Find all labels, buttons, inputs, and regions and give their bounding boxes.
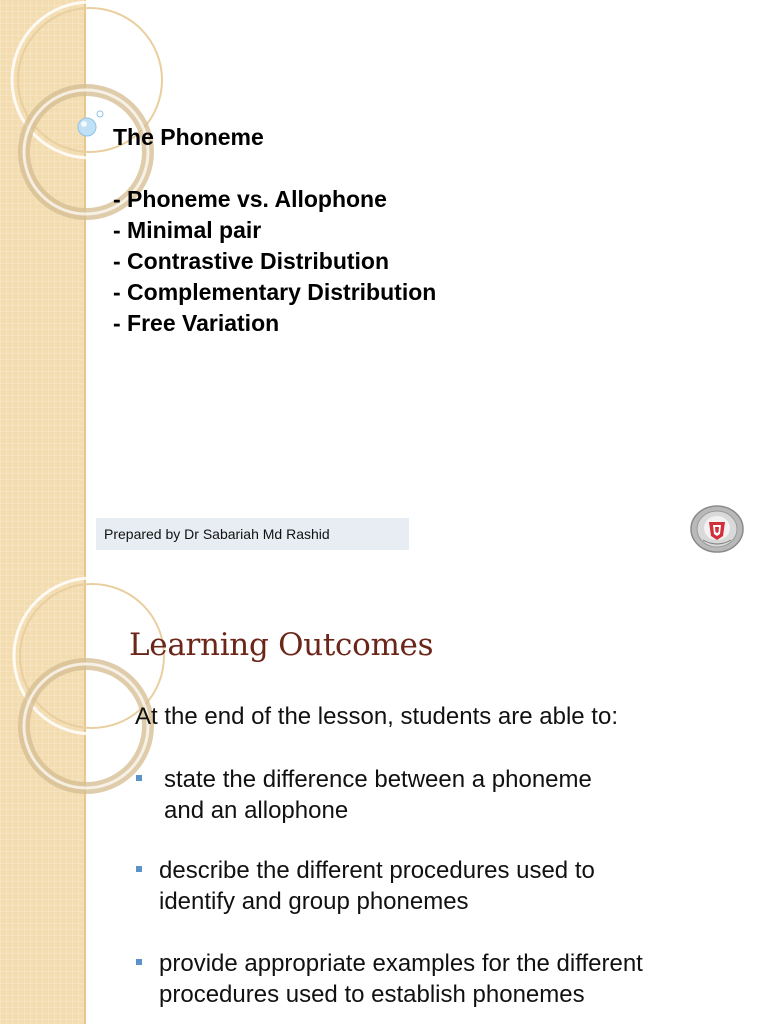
outcome-text: provide appropriate examples for the different procedures used to establish phonemes	[159, 950, 643, 1008]
section-title: Learning Outcomes	[129, 627, 434, 663]
slide-title: The Phoneme	[113, 124, 264, 150]
university-crest-icon	[689, 504, 745, 554]
bullet-square-icon	[136, 775, 142, 781]
spacer	[113, 153, 436, 184]
slide-title-block	[113, 122, 436, 339]
topic-item: - Minimal pair	[113, 217, 262, 243]
outcome-text: state the difference between a phoneme and an allophone	[164, 766, 592, 824]
bullet-square-icon	[136, 959, 142, 965]
prepared-by-label: Prepared by Dr Sabariah Md Rashid	[96, 518, 409, 550]
topic-item: - Contrastive Distribution	[113, 248, 390, 274]
bullet-square-icon	[136, 866, 142, 872]
outcome-text: describe the different procedures used to identify and group phonemes	[159, 857, 595, 915]
topic-item: - Complementary Distribution	[113, 279, 437, 305]
intro-text: At the end of the lesson, students are able to:	[135, 703, 618, 730]
topic-item: - Free Variation	[113, 310, 280, 336]
topic-item: - Phoneme vs. Allophone	[113, 186, 387, 212]
